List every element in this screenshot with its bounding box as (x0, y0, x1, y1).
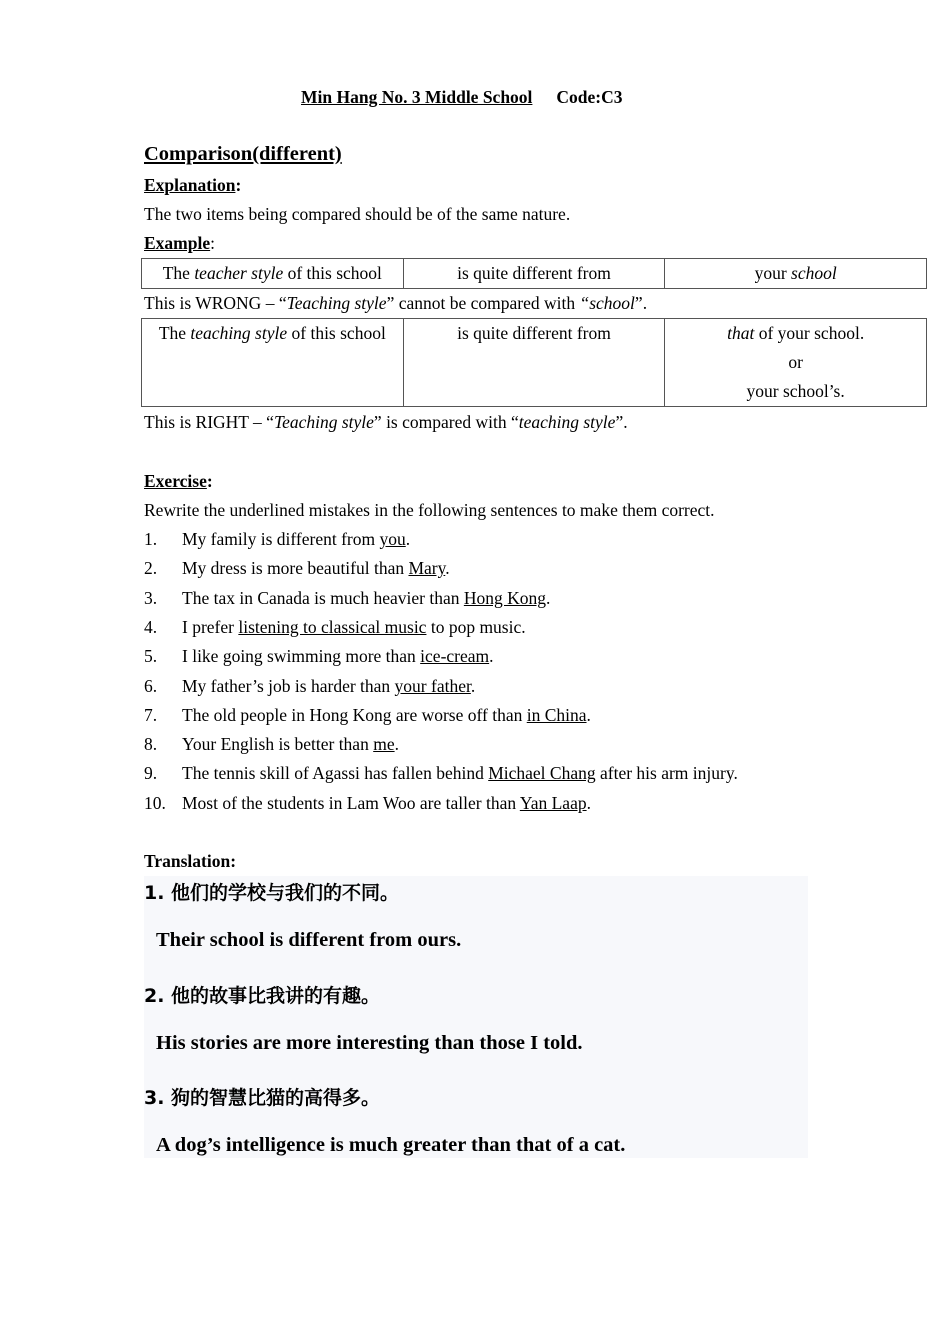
wrong-comparison-cell: is quite different from (403, 259, 665, 289)
translation-panel (144, 876, 808, 1158)
section-title: Comparison(different) (144, 143, 342, 165)
list-item: 6. My father’s job is harder than your father. (144, 676, 476, 696)
right-comparison-cell: is quite different from (403, 319, 665, 407)
table-row (142, 319, 927, 407)
school-name: Min Hang No. 3 Middle School (301, 87, 533, 107)
translation-english-1: Their school is different from ours. (156, 929, 462, 951)
translation-english-3: A dog’s intelligence is much greater than that of a cat. (156, 1134, 626, 1156)
list-item: 10. Most of the students in Lam Woo are taller than Yan Laap. (144, 793, 591, 813)
wrong-example-table (141, 258, 927, 289)
translation-chinese-2: 2. 他的故事比我讲的有趣。 (144, 985, 381, 1007)
list-item: 7. The old people in Hong Kong are worse off than in China. (144, 705, 591, 725)
translation-chinese-1: 1. 他们的学校与我们的不同。 (144, 882, 400, 904)
exercise-instruction: Rewrite the underlined mistakes in the following sentences to make them correct. (144, 500, 715, 520)
translation-heading: Translation: (144, 851, 237, 871)
list-item: 1. My family is different from you. (144, 529, 411, 549)
right-subject-cell: The teaching style of this school (142, 319, 404, 407)
translation-chinese-3: 3. 狗的智慧比猫的高得多。 (144, 1087, 381, 1109)
table-row (142, 259, 927, 289)
list-item: 2. My dress is more beautiful than Mary. (144, 558, 450, 578)
translation-english-2: His stories are more interesting than those I told. (156, 1032, 583, 1054)
list-item: 5. I like going swimming more than ice-cream. (144, 646, 494, 666)
right-note: This is RIGHT – “Teaching style” is compared with “teaching style”. (144, 412, 628, 432)
explanation-text: The two items being compared should be of the same nature. (144, 204, 571, 224)
right-object-cell: that of your school. or your school’s. (665, 319, 927, 407)
page-header (301, 87, 623, 108)
example-heading: Example: (144, 233, 215, 253)
list-item: 3. The tax in Canada is much heavier than Hong Kong. (144, 588, 551, 608)
wrong-note: This is WRONG – “Teaching style” cannot be compared with “school”. (144, 293, 648, 313)
document-code: Code:C3 (556, 87, 623, 107)
exercise-heading: Exercise: (144, 471, 213, 491)
list-item: 8. Your English is better than me. (144, 734, 399, 754)
wrong-object-cell: your school (665, 259, 927, 289)
right-example-table (141, 318, 927, 407)
list-item: 4. I prefer listening to classical music to pop music. (144, 617, 526, 637)
list-item: 9. The tennis skill of Agassi has fallen behind Michael Chang after his arm injury. (144, 763, 738, 783)
wrong-subject-cell: The teacher style of this school (142, 259, 404, 289)
explanation-heading: Explanation: (144, 175, 242, 195)
